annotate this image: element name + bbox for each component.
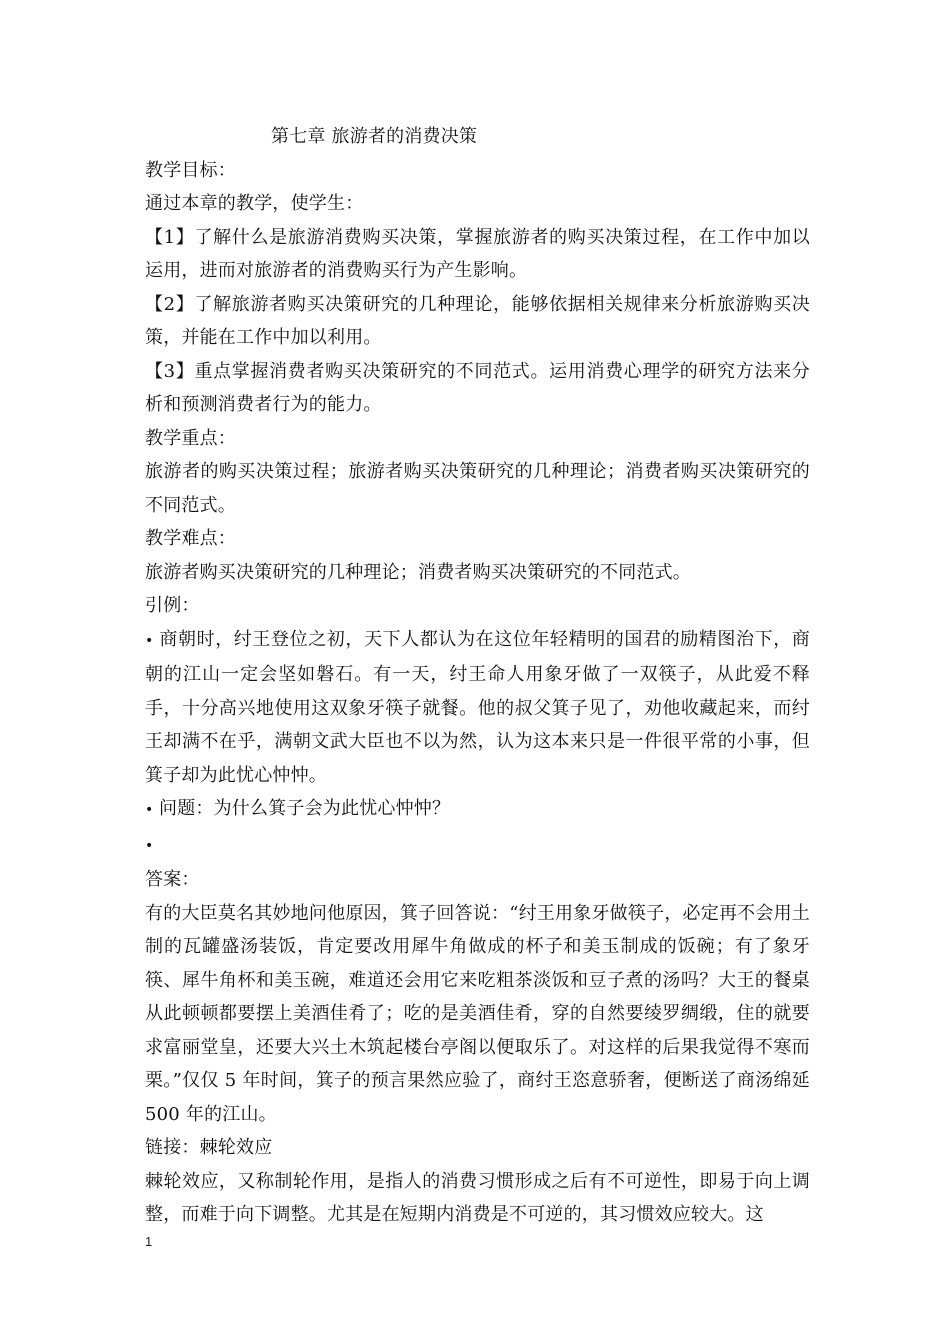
paragraph: 答案： — [145, 869, 200, 890]
bullet-text: 商朝时，纣王登位之初，天下人都认为在这位年轻精明的国君的励精图治下，商朝的江山一定会坚如磐石。有一天，纣王命人用象牙做了一双筷子，从此爱不释手，十分高兴地使用这双象牙筷子就餐。他的叔父箕子见了，劝他收藏起来，而纣王却满不在乎，满朝文武大臣也不以为然，认为这本来只是一件很平常的小事，但箕子却为此忧心忡忡。 — [145, 628, 810, 786]
page-number: 1 — [145, 1234, 153, 1249]
paragraph: 引例： — [145, 595, 200, 616]
paragraph: 链接：棘轮效应 — [145, 1137, 273, 1158]
document-body — [145, 120, 810, 1232]
paragraph: 旅游者购买决策研究的几种理论；消费者购买决策研究的不同范式。 — [145, 561, 691, 583]
paragraph: 通过本章的教学，使学生： — [145, 193, 364, 214]
paragraph: 棘轮效应，又称制轮作用，是指人的消费习惯形成之后有不可逆性，即易于向上调整，而难于向下调整。尤其是在短期内消费是不可逆的，其习惯效应较大。这 — [145, 1170, 810, 1225]
bullet-icon: • — [145, 837, 154, 854]
paragraph: 教学难点： — [145, 528, 236, 549]
paragraph: 有的大臣莫名其妙地问他原因，箕子回答说：“纣王用象牙做筷子，必定再不会用土制的瓦罐盛汤装饭，肯定要改用犀牛角做成的杯子和美玉制成的饭碗；有了象牙筷、犀牛角杯和美玉碗，难道还会用它来吃粗茶淡饭和豆子煮的汤吗？大王的餐桌从此顿顿都要摆上美酒佳肴了；吃的是美酒佳肴，穿的自然要绫罗绸缎，住的就要求富丽堂皇，还要大兴土木筑起楼台亭阁以便取乐了。对这样的后果我觉得不寒而栗。”仅仅 5 年时间，箕子的预言果然应验了，商纣王恣意骄奢，便断送了商汤绵延 500 年的江山。 — [145, 902, 810, 1125]
paragraph: 【2】了解旅游者购买决策研究的几种理论，能够依据相关规律来分析旅游购买决策，并能在工作中加以利用。 — [145, 293, 810, 348]
chapter-title: 第七章 旅游者的消费决策 — [271, 126, 478, 147]
paragraph: 【3】重点掌握消费者购买决策研究的不同范式。运用消费心理学的研究方法来分析和预测消费者行为的能力。 — [145, 360, 810, 415]
bullet-icon: • — [145, 802, 154, 818]
bullet-item — [145, 828, 810, 864]
bullet-text: 问题：为什么箕子会为此忧心忡忡？ — [159, 798, 451, 819]
paragraph: 教学重点： — [145, 427, 236, 449]
paragraph: 【1】了解什么是旅游消费购买决策，掌握旅游者的购买决策过程，在工作中加以运用，进而对旅游者的消费购买行为产生影响。 — [145, 226, 810, 281]
bullet-icon: • — [145, 632, 154, 649]
bullet-item — [145, 792, 810, 828]
bullet-item — [145, 623, 810, 793]
paragraph: 教学目标： — [145, 159, 236, 181]
paragraph: 旅游者的购买决策过程；旅游者购买决策研究的几种理论；消费者购买决策研究的不同范式。 — [145, 461, 810, 516]
